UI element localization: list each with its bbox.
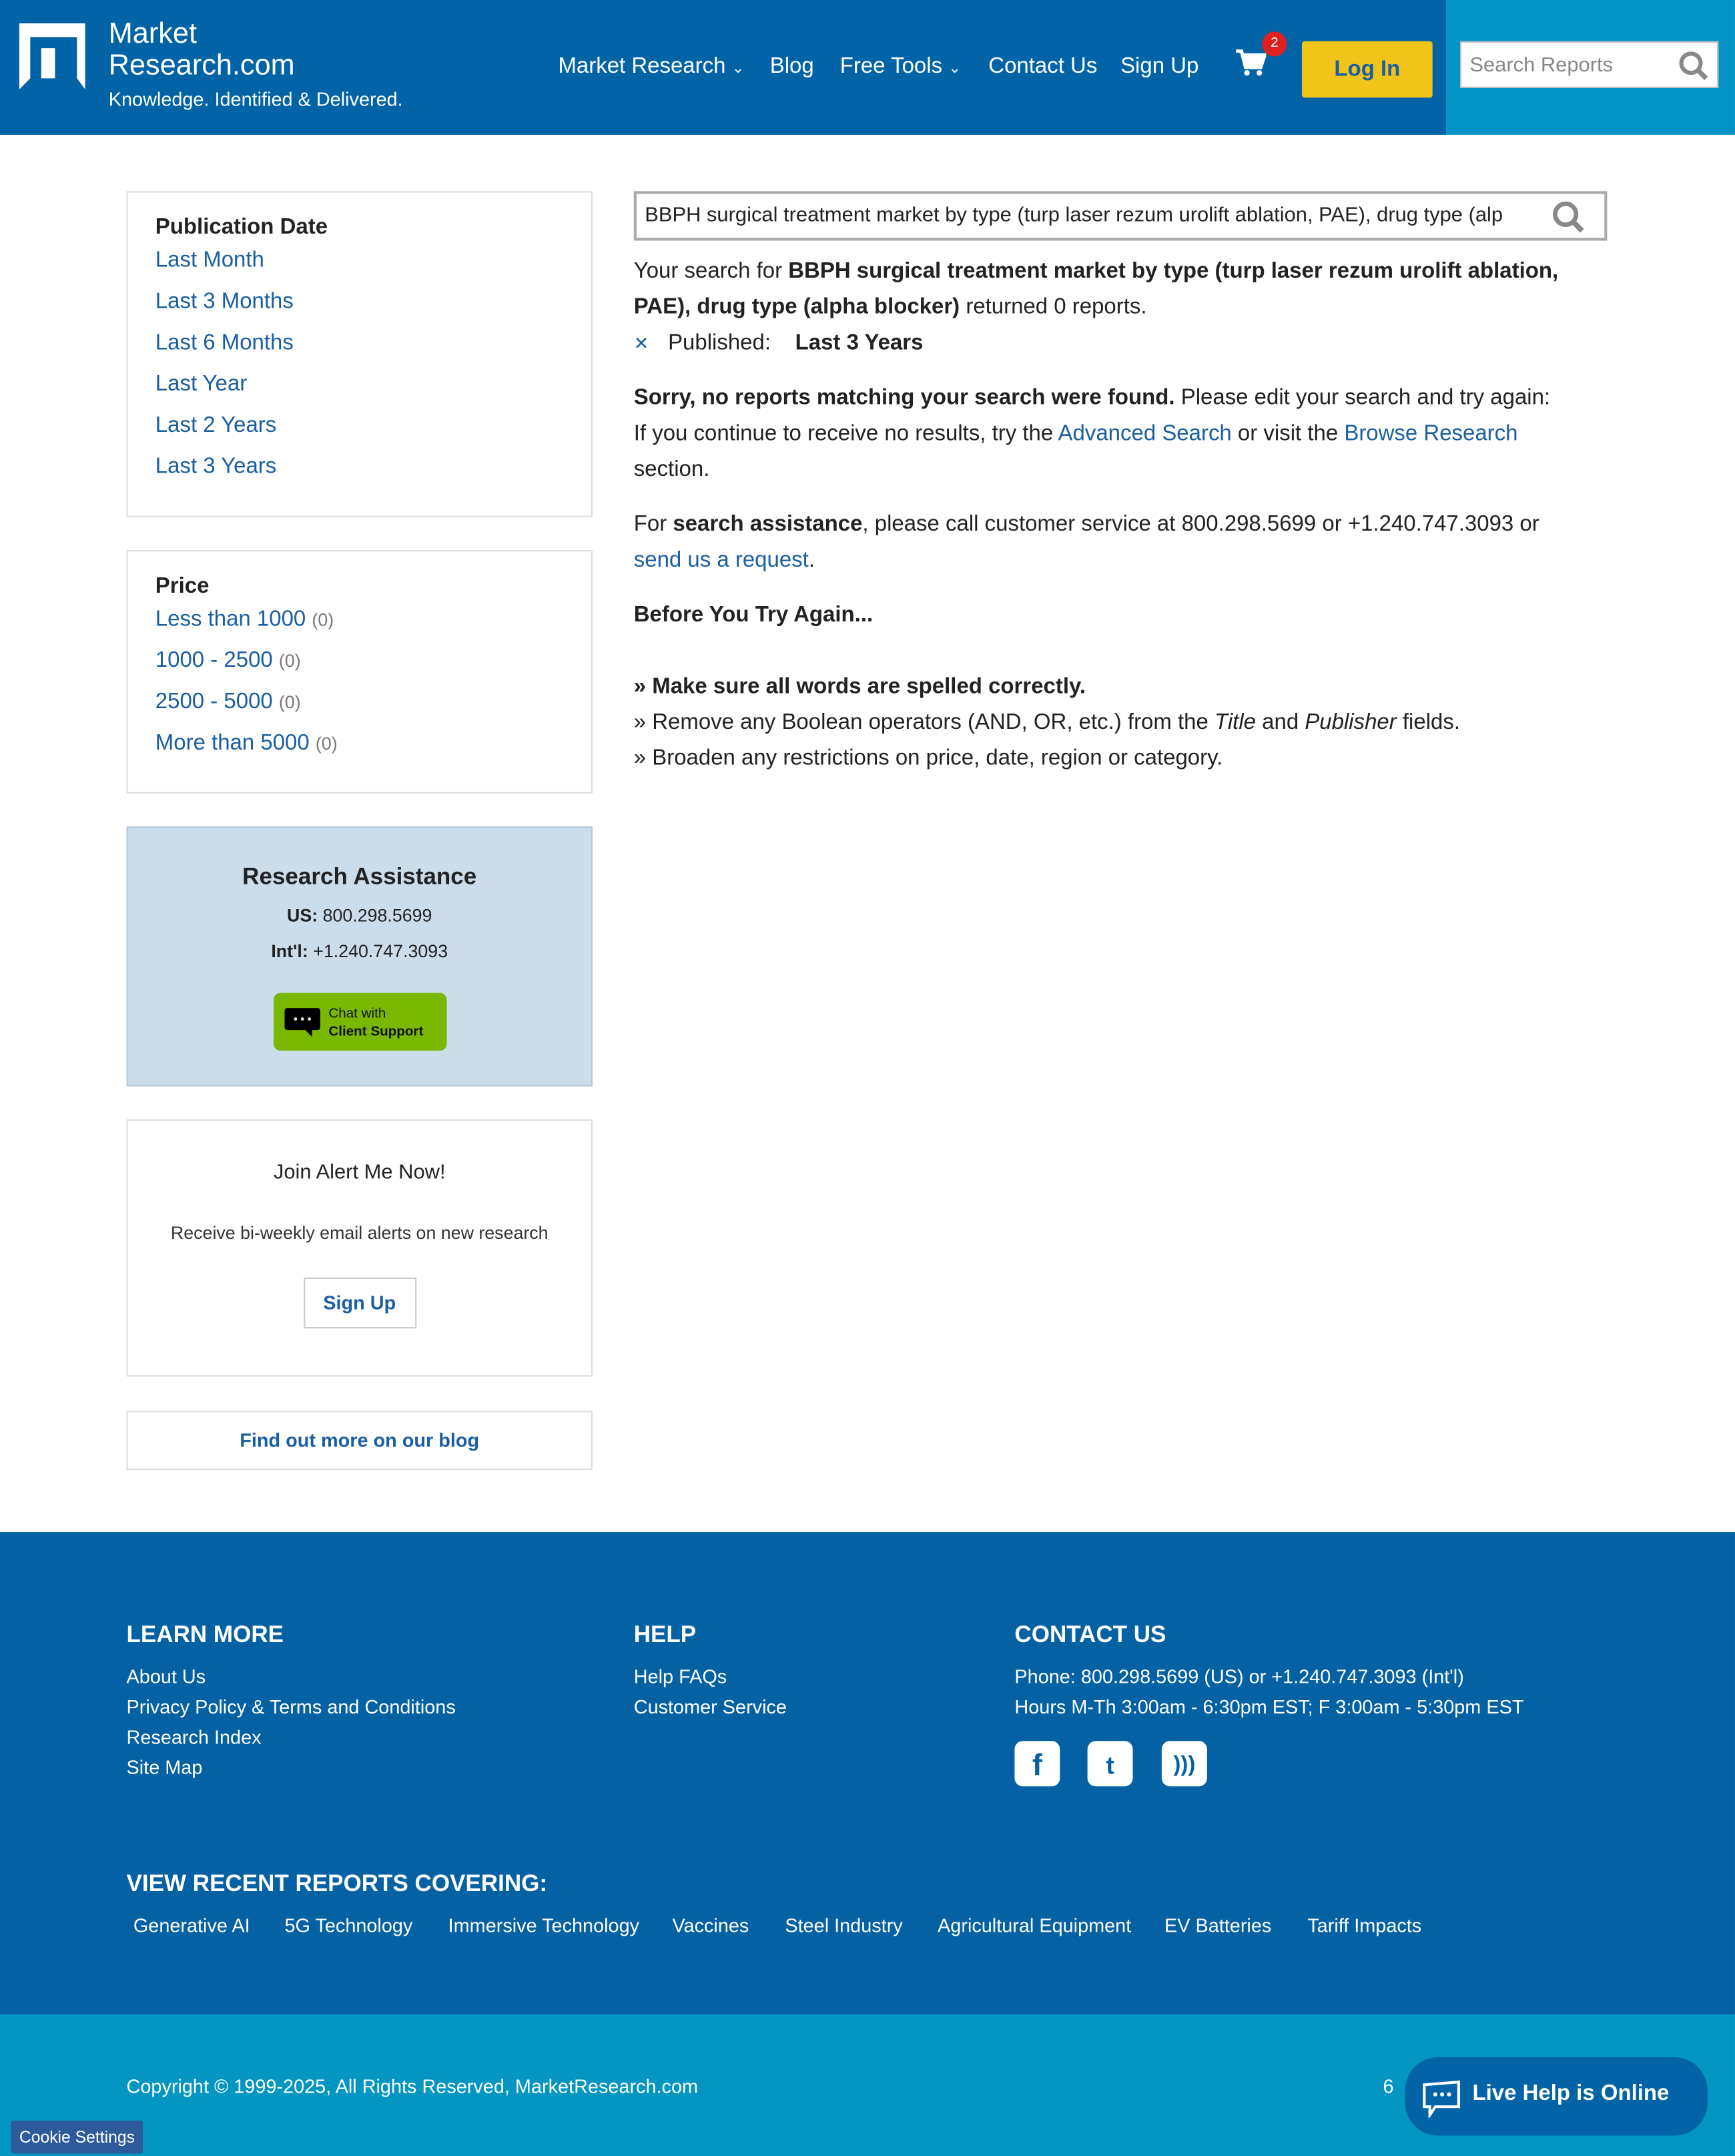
nav-contact-us[interactable]: Contact Us	[988, 55, 1098, 79]
filter-last-3-months[interactable]: Last 3 Months	[155, 290, 294, 314]
chat-line1: Chat with	[328, 1007, 386, 1022]
chat-line2: Client Support	[328, 1024, 424, 1040]
footer	[0, 1532, 1735, 2014]
price-link[interactable]: 1000 - 2500	[155, 649, 273, 673]
recent-report-link[interactable]: Steel Industry	[785, 1914, 903, 1936]
text: For	[633, 513, 673, 537]
price-link[interactable]: Less than 1000	[155, 607, 306, 631]
footer-customer-service[interactable]: Customer Service	[633, 1695, 787, 1718]
chat-bubble-icon	[284, 1008, 320, 1038]
filter-value: Last 3 Years	[795, 331, 924, 355]
filter-last-6-months[interactable]: Last 6 Months	[155, 331, 294, 355]
filter-title: Publication Date	[155, 216, 328, 240]
assistance-message	[634, 507, 1618, 579]
footer-help-faqs[interactable]: Help FAQs	[633, 1665, 727, 1687]
search-placeholder: Search Reports	[1469, 53, 1614, 77]
tip: » Make sure all words are spelled correctly.	[633, 675, 1086, 699]
chevron-down-icon: ⌄	[948, 60, 962, 77]
sorry-bold: Sorry, no reports matching your search were found.	[633, 386, 1175, 410]
send-request-link[interactable]: send us a request	[633, 549, 809, 573]
text: fields.	[1396, 711, 1461, 735]
text: search assistance	[673, 513, 863, 537]
recent-report-link[interactable]: Vaccines	[672, 1914, 749, 1936]
intl-label: Int'l:	[271, 940, 308, 962]
before-heading: Before You Try Again...	[633, 603, 874, 627]
text: Title	[1214, 711, 1256, 735]
search-icon[interactable]	[1552, 201, 1585, 234]
nav-blog[interactable]: Blog	[769, 55, 814, 79]
help-title: HELP	[633, 1621, 697, 1648]
chat-bubble-icon	[1421, 2079, 1463, 2118]
filter-last-2-years[interactable]: Last 2 Years	[155, 414, 277, 438]
price-filter	[127, 550, 593, 794]
price-count: (0)	[278, 692, 301, 713]
cart-count-badge: 2	[1262, 31, 1287, 56]
tips-list	[634, 669, 1618, 777]
text: and	[1255, 711, 1305, 735]
main-content	[634, 254, 1618, 777]
us-label: US:	[287, 904, 318, 926]
footer-fragment: 6	[1383, 2075, 1394, 2097]
assist-title: Research Assistance	[242, 863, 477, 890]
price-link[interactable]: More than 5000	[155, 732, 310, 756]
recent-report-link[interactable]: Agricultural Equipment	[938, 1914, 1132, 1936]
learn-more-title: LEARN MORE	[126, 1621, 284, 1648]
logo-text[interactable]	[109, 18, 295, 81]
text: Your search for	[633, 260, 789, 284]
filter-last-month[interactable]: Last Month	[155, 248, 264, 272]
search-icon[interactable]	[1679, 51, 1709, 81]
alert-title: Join Alert Me Now!	[273, 1160, 446, 1184]
price-count: (0)	[315, 733, 338, 754]
text: If you continue to receive no results, try the	[633, 422, 1058, 446]
text: or visit the	[1231, 422, 1345, 446]
us-phone-value: 800.298.5699	[322, 904, 432, 926]
nav-label: Market Research	[558, 55, 726, 79]
nav-sign-up[interactable]: Sign Up	[1120, 55, 1199, 79]
text: Please edit your search and try again:	[1174, 386, 1551, 410]
cart-icon[interactable]	[1236, 49, 1266, 77]
alert-text: Receive bi-weekly email alerts on new research	[170, 1222, 549, 1244]
filter-label: Published:	[668, 331, 771, 355]
contact-title: CONTACT US	[1014, 1621, 1166, 1648]
recent-report-link[interactable]: EV Batteries	[1164, 1914, 1272, 1936]
filter-title: Price	[155, 575, 210, 599]
twitter-icon[interactable]: t	[1088, 1741, 1133, 1786]
price-count: (0)	[278, 650, 301, 671]
recent-report-link[interactable]: Generative AI	[133, 1914, 250, 1936]
blog-link-button[interactable]: Find out more on our blog	[127, 1411, 593, 1470]
text: .	[808, 549, 815, 573]
text: Publisher	[1305, 711, 1397, 735]
price-item[interactable]	[155, 599, 564, 641]
footer-about-us[interactable]: About Us	[126, 1665, 206, 1687]
price-item[interactable]	[155, 724, 564, 765]
text: returned 0 reports.	[960, 295, 1147, 319]
nav-market-research[interactable]	[558, 55, 744, 79]
price-item[interactable]	[155, 682, 564, 724]
tip: » Remove any Boolean operators (AND, OR, etc.) from the	[633, 711, 1214, 735]
advanced-search-link[interactable]: Advanced Search	[1058, 422, 1232, 446]
logo-line2: Research.com	[108, 49, 295, 81]
recent-report-link[interactable]: 5G Technology	[284, 1914, 413, 1936]
live-help-label: Live Help is Online	[1472, 2082, 1670, 2106]
chevron-down-icon: ⌄	[731, 60, 745, 77]
live-help-button[interactable]	[1405, 2057, 1708, 2135]
search-value: BBPH surgical treatment market by type (turp laser rezum urolift ablation, PAE), drug type (alp	[645, 203, 1503, 227]
footer-phone: Phone: 800.298.5699 (US) or +1.240.747.3093 (Int'l)	[1014, 1665, 1464, 1687]
search-summary	[634, 254, 1618, 326]
logo-line1: Market	[108, 17, 197, 50]
nav-free-tools[interactable]	[840, 55, 961, 79]
footer-privacy[interactable]: Privacy Policy & Terms and Conditions	[126, 1695, 456, 1718]
recent-reports-title: VIEW RECENT REPORTS COVERING:	[126, 1870, 548, 1897]
browse-research-link[interactable]: Browse Research	[1344, 422, 1518, 446]
footer-site-map[interactable]: Site Map	[126, 1756, 203, 1778]
filter-last-year[interactable]: Last Year	[155, 372, 248, 396]
recent-report-link[interactable]: Immersive Technology	[448, 1914, 640, 1936]
price-link[interactable]: 2500 - 5000	[155, 690, 273, 714]
tagline: Knowledge. Identified & Delivered.	[108, 87, 403, 110]
search-query: BBPH surgical treatment market by type (turp laser rezum urolift ablation, PAE), drug type (alpha blocker)	[633, 260, 1559, 319]
header-search-input[interactable]	[1460, 41, 1718, 88]
footer-hours: Hours M-Th 3:00am - 6:30pm EST; F 3:00am - 5:30pm EST	[1014, 1695, 1524, 1718]
alert-signup-button[interactable]: Sign Up	[303, 1278, 416, 1328]
active-filter	[634, 326, 1618, 362]
tip: » Broaden any restrictions on price, date, region or category.	[633, 746, 1223, 770]
research-assistance-box	[127, 826, 593, 1086]
remove-filter-icon[interactable]: ✕	[633, 332, 649, 354]
no-results-message	[634, 381, 1618, 489]
text: section.	[633, 458, 710, 482]
recent-report-link[interactable]: Tariff Impacts	[1307, 1914, 1422, 1936]
login-button[interactable]: Log In	[1302, 41, 1433, 97]
footer-research-index[interactable]: Research Index	[126, 1725, 262, 1748]
rss-icon[interactable]: )))	[1162, 1741, 1207, 1786]
text: , please call customer service at 800.298.5699 or +1.240.747.3093 or	[862, 513, 1539, 537]
main-search-input[interactable]	[634, 191, 1608, 240]
intl-phone-value: +1.240.747.3093	[313, 940, 448, 962]
price-count: (0)	[312, 609, 334, 630]
price-item[interactable]	[155, 641, 564, 682]
us-phone	[128, 905, 591, 926]
cookie-settings-button[interactable]: Cookie Settings	[11, 2121, 143, 2153]
filter-last-3-years[interactable]: Last 3 Years	[155, 455, 277, 479]
chat-client-support-button[interactable]	[274, 993, 447, 1051]
alert-signup-box	[127, 1119, 593, 1376]
publication-date-filter	[127, 191, 593, 517]
facebook-icon[interactable]: f	[1014, 1741, 1060, 1786]
logo-icon[interactable]	[19, 23, 85, 89]
nav-label: Free Tools	[839, 55, 943, 79]
intl-phone	[128, 940, 591, 961]
copyright: Copyright © 1999-2025, All Rights Reserved, MarketResearch.com	[126, 2075, 699, 2097]
